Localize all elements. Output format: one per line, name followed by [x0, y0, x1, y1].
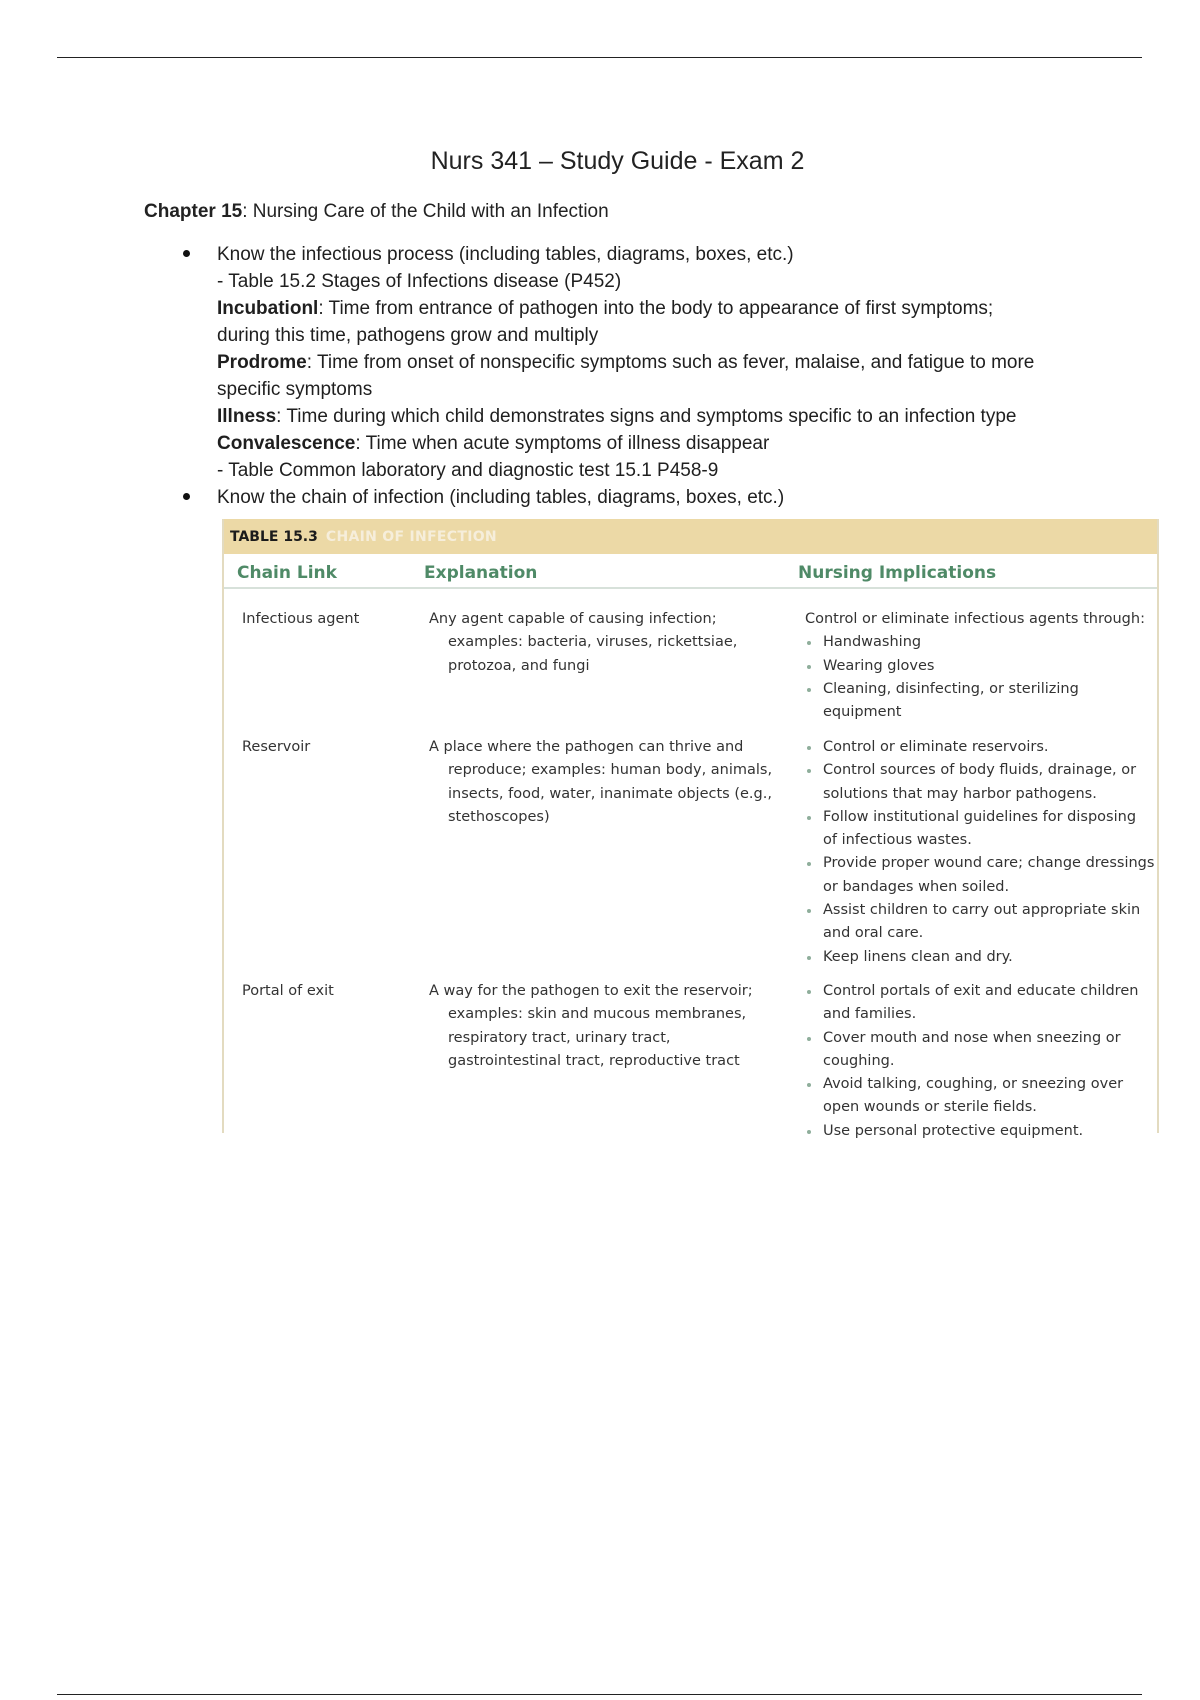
implication-line: of infectious wastes.: [823, 832, 972, 849]
implication-line: Control or eliminate reservoirs.: [823, 739, 1049, 755]
implication-line: Wearing gloves: [823, 657, 935, 674]
explanation-line: gastrointestinal tract, reproductive tract: [448, 1052, 740, 1069]
footer-rule: [57, 1694, 1142, 1695]
chain-of-infection-table: [222, 519, 1159, 1139]
implication-line: Follow institutional guidelines for disposing: [823, 808, 1137, 825]
column-header-nursing-implications: Nursing Implications: [798, 563, 997, 583]
explanation-line: stethoscopes): [448, 808, 550, 825]
explanation-line: respiratory tract, urinary tract,: [448, 1029, 671, 1046]
table-caption: [224, 519, 1157, 554]
implication-item: [805, 655, 1155, 678]
chapter-text: : Nursing Care of the Child with an Infection: [242, 201, 609, 222]
bullet-line: - Table Common laboratory and diagnostic test 15.1 P458-9: [217, 460, 719, 481]
implication-line: open wounds or sterile fields.: [823, 1099, 1037, 1116]
implication-line: Control portals of exit and educate children: [823, 983, 1139, 999]
implication-line: Cover mouth and nose when sneezing or: [823, 1029, 1121, 1046]
implication-line: Provide proper wound care; change dressings: [823, 855, 1155, 872]
explanation-line: examples: bacteria, viruses, rickettsiae,: [448, 634, 738, 651]
implications-cell: [805, 980, 1155, 1143]
bullet-item-chain-of-infection: [0, 484, 1097, 511]
implication-item: [805, 736, 1155, 759]
stage-desc: : Time from entrance of pathogen into the body to appearance of first symptoms;: [318, 298, 994, 319]
explanation-line: A place where the pathogen can thrive and: [429, 739, 744, 755]
implications-lead: Control or eliminate infectious agents through:: [805, 611, 1145, 627]
implication-line: solutions that may harbor pathogens.: [823, 785, 1097, 802]
implication-line: or bandages when soiled.: [823, 878, 1010, 895]
stage-prodrome: [217, 349, 1097, 376]
header-rule: [57, 57, 1142, 58]
implication-item: [805, 852, 1155, 899]
implication-item: [805, 946, 1155, 969]
stage-incubation: [217, 295, 1097, 322]
bullet-line: Know the chain of infection (including tables, diagrams, boxes, etc.): [217, 487, 785, 508]
bullet-line: during this time, pathogens grow and multiply: [217, 325, 599, 346]
bullet-line: Know the infectious process (including tables, diagrams, boxes, etc.): [217, 244, 794, 265]
implication-item: [805, 1120, 1155, 1143]
chapter-heading: [144, 201, 609, 223]
column-header-explanation: Explanation: [424, 563, 538, 583]
table-number: TABLE 15.3: [230, 528, 318, 545]
bullet-line: - Table 15.2 Stages of Infections disease (P452): [217, 271, 622, 292]
implication-item: [805, 1073, 1155, 1120]
implication-line: Keep linens clean and dry.: [823, 948, 1013, 965]
explanation-line: protozoa, and fungi: [448, 657, 590, 674]
stage-desc: : Time during which child demonstrates signs and symptoms specific to an infection type: [276, 406, 1017, 427]
implication-line: Use personal protective equipment.: [823, 1122, 1084, 1139]
implication-line: Assist children to carry out appropriate skin: [823, 902, 1141, 919]
implication-item: [805, 1027, 1155, 1074]
explanation-line: reproduce; examples: human body, animals,: [448, 762, 773, 779]
implication-line: equipment: [823, 704, 902, 721]
stage-desc: : Time from onset of nonspecific symptoms such as fever, malaise, and fatigue to more: [306, 352, 1035, 373]
implications-cell: [805, 736, 1155, 969]
stage-term: Prodrome: [217, 352, 307, 373]
bullet-item-infectious-process: [0, 241, 1097, 484]
chain-link-cell: Portal of exit: [242, 983, 334, 999]
implication-item: [805, 631, 1155, 654]
implication-item: [805, 899, 1155, 946]
explanation-cell: [429, 980, 774, 1073]
explanation-line: Any agent capable of causing infection;: [429, 611, 717, 627]
chain-link-cell: Reservoir: [242, 739, 311, 755]
implication-line: and oral care.: [823, 925, 924, 942]
explanation-cell: [429, 608, 774, 678]
explanation-cell: [429, 736, 774, 829]
bullet-icon: [183, 250, 190, 257]
chain-link-cell: Infectious agent: [242, 611, 360, 627]
implication-item: [805, 980, 1155, 1027]
page-title: Nurs 341 – Study Guide - Exam 2: [430, 147, 805, 175]
explanation-line: insects, food, water, inanimate objects (e.g.,: [448, 785, 772, 802]
column-header-chain-link: Chain Link: [237, 563, 337, 583]
implication-item: [805, 806, 1155, 853]
explanation-line: examples: skin and mucous membranes,: [448, 1006, 747, 1023]
table-name: CHAIN OF INFECTION: [325, 528, 497, 545]
stage-term: Convalescence: [217, 433, 356, 454]
stage-convalescence: [217, 430, 1097, 457]
implication-item: [805, 759, 1155, 806]
bullet-icon: [183, 493, 190, 500]
stage-term: Incubationl: [217, 298, 319, 319]
implications-cell: [805, 608, 1155, 724]
stage-illness: [217, 403, 1097, 430]
implication-line: and families.: [823, 1006, 917, 1023]
stage-desc: : Time when acute symptoms of illness disappear: [355, 433, 770, 454]
table-header-row: [224, 554, 1157, 589]
chapter-label: Chapter 15: [144, 201, 243, 222]
explanation-line: A way for the pathogen to exit the reservoir;: [429, 983, 753, 999]
bullet-line: specific symptoms: [217, 379, 373, 400]
implication-line: coughing.: [823, 1052, 895, 1069]
implication-line: Control sources of body fluids, drainage, or: [823, 762, 1137, 779]
implication-item: [805, 678, 1155, 725]
stage-term: Illness: [217, 406, 277, 427]
bullet-list: [0, 241, 1200, 511]
implication-line: Handwashing: [823, 634, 922, 651]
implication-line: Cleaning, disinfecting, or sterilizing: [823, 680, 1079, 697]
implication-line: Avoid talking, coughing, or sneezing over: [823, 1076, 1124, 1093]
